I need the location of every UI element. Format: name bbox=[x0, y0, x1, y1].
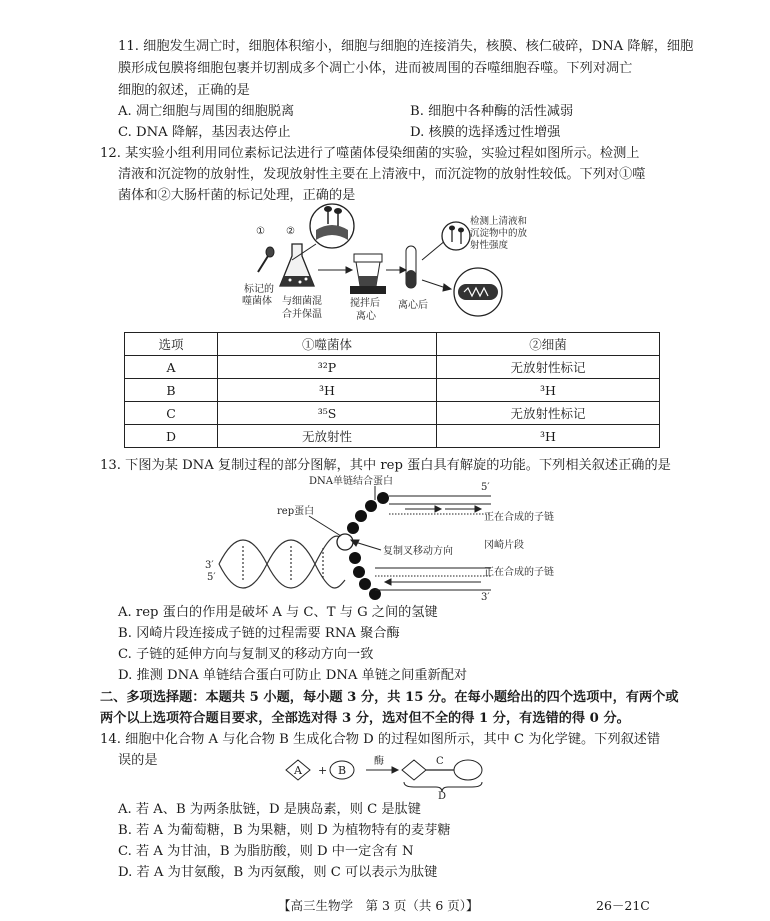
table-row[interactable] bbox=[125, 425, 660, 448]
section2-heading-line-1: 二、多项选择题：本题共 5 小题，每小题 3 分，共 15 分。在每小题给出的四个选项中，有两个或 bbox=[100, 690, 679, 705]
figure-label-stir-1: 搅拌后 bbox=[350, 298, 380, 309]
supernatant-magnified-icon bbox=[442, 222, 470, 250]
figure-label-centrifuge: 离心后 bbox=[398, 300, 428, 311]
figure-label-mix-2: 合并保温 bbox=[282, 309, 322, 320]
figure-label-detect-3: 射性强度 bbox=[470, 240, 509, 251]
figure-label-a: A bbox=[294, 764, 302, 777]
end-3-bottom: 3′ bbox=[481, 592, 490, 602]
table-cell: D bbox=[125, 425, 218, 448]
figure-label-d: D bbox=[438, 791, 447, 800]
q13-option-c[interactable]: C. 子链的延伸方向与复制叉的移动方向一致 bbox=[118, 647, 374, 662]
label-okazaki: 冈崎片段 bbox=[484, 540, 524, 551]
q11-stem-line-3: 细胞的叙述，正确的是 bbox=[118, 83, 250, 98]
table-cell: 无放射性标记 bbox=[437, 402, 660, 425]
figure-label-detect-1: 检测上清液和 bbox=[470, 216, 528, 227]
q14-option-c[interactable]: C. 若 A 为甘油，B 为脂肪酸，则 D 中一定含有 N bbox=[118, 844, 414, 859]
answer-table bbox=[124, 332, 660, 448]
table-header-bacteria: ②细菌 bbox=[437, 333, 660, 356]
figure-label-phage-1: 标记的 bbox=[244, 284, 274, 295]
q11-option-c[interactable]: C. DNA 降解，基因表达停止 bbox=[118, 125, 291, 140]
product-ellipse bbox=[454, 760, 482, 780]
label-new-strand-top: 正在合成的子链 bbox=[484, 512, 554, 523]
label-fork-direction: 复制叉移动方向 bbox=[383, 546, 453, 557]
q13-option-d[interactable]: D. 推测 DNA 单链结合蛋白可防止 DNA 单链之间重新配对 bbox=[118, 668, 468, 683]
paper-code: 26－21C bbox=[596, 898, 650, 913]
table-header-phage: ①噬菌体 bbox=[218, 333, 437, 356]
q11-option-d[interactable]: D. 核膜的选择透过性增强 bbox=[410, 125, 561, 140]
flask-icon bbox=[280, 244, 314, 286]
end-3-left: 3′ bbox=[205, 560, 214, 571]
phage-experiment-figure bbox=[220, 200, 580, 328]
blender-icon bbox=[350, 254, 386, 294]
end-5-left: 5′ bbox=[207, 572, 216, 583]
q14-stem-line-1: 14. 细胞中化合物 A 与化合物 B 生成化合物 D 的过程如图所示，其中 C 为化学键。下列叙述错 bbox=[100, 732, 661, 747]
table-cell: ³⁵S bbox=[218, 402, 437, 425]
figure-label-circle-1: ① bbox=[256, 226, 265, 237]
dna-replication-figure bbox=[205, 474, 505, 602]
table-header-option: 选项 bbox=[125, 333, 218, 356]
rep-protein-icon bbox=[337, 534, 353, 550]
q14-option-b[interactable]: B. 若 A 为葡萄糖，B 为果糖，则 D 为植物特有的麦芽糖 bbox=[118, 823, 451, 838]
figure-label-mix-1: 与细菌混 bbox=[282, 296, 322, 307]
q14-stem-line-2: 误的是 bbox=[118, 753, 158, 768]
q11-stem-line-1: 11. 细胞发生凋亡时，细胞体积缩小，细胞与细胞的连接消失，核膜、核仁破碎，DNA 降解，细胞 bbox=[118, 39, 694, 54]
pellet-magnified-icon bbox=[454, 268, 502, 316]
table-cell: 无放射性 bbox=[218, 425, 437, 448]
q11-option-b[interactable]: B. 细胞中各种酶的活性减弱 bbox=[410, 104, 574, 119]
q13-stem-line-1: 13. 下图为某 DNA 复制过程的部分图解，其中 rep 蛋白具有解旋的功能。下列相关叙述正确的是 bbox=[100, 458, 671, 473]
table-cell: A bbox=[125, 356, 218, 379]
figure-label-detect-2: 沉淀物中的放 bbox=[470, 228, 528, 239]
centrifuge-tube-icon bbox=[406, 246, 416, 288]
label-new-strand-bottom: 正在合成的子链 bbox=[484, 567, 554, 578]
figure-label-circle-2: ② bbox=[286, 226, 295, 237]
q14-option-a[interactable]: A. 若 A、B 为两条肽链，D 是胰岛素，则 C 是肽键 bbox=[118, 802, 421, 817]
ssb-protein-upper bbox=[347, 492, 389, 534]
label-rep: rep蛋白 bbox=[277, 506, 315, 517]
table-cell: C bbox=[125, 402, 218, 425]
label-ssb: DNA单链结合蛋白 bbox=[309, 476, 393, 487]
page-footer: 【高三生物学 第 3 页（共 6 页）】 bbox=[278, 898, 479, 913]
section2-heading-line-2: 两个以上选项符合题目要求，全部选对得 3 分，选对但不全的得 1 分，有选错的得 0 分。 bbox=[100, 711, 630, 726]
q12-stem-line-2: 清液和沉淀物的放射性，发现放射性主要在上清液中，而沉淀物的放射性较低。下列对①噬 bbox=[118, 167, 646, 182]
table-cell: ³H bbox=[437, 425, 660, 448]
q11-stem-line-2: 膜形成包膜将细胞包裹并切割成多个凋亡小体，进而被周围的吞噬细胞吞噬。下列对凋亡 bbox=[118, 61, 633, 76]
figure-label-b: B bbox=[338, 764, 347, 777]
end-5-top: 5′ bbox=[481, 482, 490, 493]
q11-option-a[interactable]: A. 凋亡细胞与周围的细胞脱离 bbox=[118, 104, 295, 119]
figure-label-plus: + bbox=[318, 764, 328, 777]
q12-stem-line-3: 菌体和②大肠杆菌的标记处理，正确的是 bbox=[118, 188, 356, 203]
table-cell: ³H bbox=[437, 379, 660, 402]
table-row[interactable] bbox=[125, 402, 660, 425]
table-cell: ³²P bbox=[218, 356, 437, 379]
table-header-row bbox=[125, 333, 660, 356]
table-cell: 无放射性标记 bbox=[437, 356, 660, 379]
q14-option-d[interactable]: D. 若 A 为甘氨酸，B 为丙氨酸，则 C 可以表示为肽键 bbox=[118, 865, 438, 880]
product-diamond bbox=[402, 760, 426, 780]
figure-label-enzyme: 酶 bbox=[374, 756, 384, 767]
q12-stem-line-1: 12. 某实验小组利用同位素标记法进行了噬菌体侵染细菌的实验，实验过程如图所示。检测上 bbox=[100, 146, 640, 161]
q13-option-b[interactable]: B. 冈崎片段连接成子链的过程需要 RNA 聚合酶 bbox=[118, 626, 400, 641]
table-row[interactable] bbox=[125, 356, 660, 379]
table-cell: ³H bbox=[218, 379, 437, 402]
table-cell: B bbox=[125, 379, 218, 402]
q13-option-a[interactable]: A. rep 蛋白的作用是破坏 A 与 C、T 与 G 之间的氢键 bbox=[118, 605, 438, 620]
figure-label-c: C bbox=[436, 756, 444, 767]
figure-label-stir-2: 离心 bbox=[356, 311, 376, 322]
compound-reaction-figure bbox=[282, 752, 502, 800]
double-helix-icon bbox=[219, 536, 345, 588]
figure-label-phage-2: 噬菌体 bbox=[242, 296, 272, 307]
table-row[interactable] bbox=[125, 379, 660, 402]
pipette-icon bbox=[258, 247, 274, 272]
